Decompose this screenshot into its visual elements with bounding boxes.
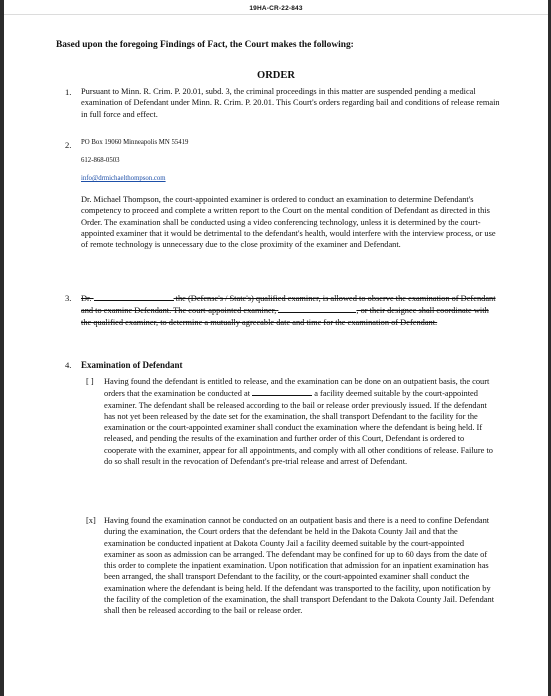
- examiner-email-link[interactable]: info@drmichaelthompson.com: [81, 175, 166, 182]
- item-3-text: [81, 292, 501, 328]
- examiner-address: PO Box 19060 Minneapolis MN 55419: [81, 139, 189, 146]
- examiner-phone: 612-868-0503: [81, 157, 120, 164]
- option-a-text: [104, 376, 496, 467]
- examiner-name-blank: [278, 304, 356, 313]
- item-1-text: Pursuant to Minn. R. Crim. P. 20.01, subd. 3, the criminal proceedings in this matter are suspended pending a medical examination of Defendant under Minn. R. Crim. P. 20.01. This Court's orders regarding bail and conditions of release remain in full force and effect.: [81, 87, 500, 119]
- item-3-dr-label: Dr.: [81, 294, 92, 303]
- option-a-text-before: Having found the defendant is entitled to release, and the examination can be done on an outpatient basis, the court orders that the examination be conducted at: [104, 377, 490, 399]
- item-3-part-2: , or their designee shall coordinate with the qualified examiner, to determine a mutually agreeable date and time for the examination of Defendant.: [81, 306, 489, 327]
- case-number: 19HA-CR-22-843: [249, 5, 303, 12]
- item-2-text: Dr. Michael Thompson, the court-appointed examiner is ordered to conduct an examination to determine Defendant's competency to proceed and complete a written report to the Court on the mental condition of Defendant as directed in this Order. The examination shall be conducted using a video conferencing technology, unless it is determined by the court-appointed examiner that it would be detrimental to the defendant's health, would interfere with the interview process, or use of remote technology is unnecessary due to the close proximity of the examiner and Defendant.: [81, 195, 496, 250]
- item-4-number: 4.: [65, 360, 72, 370]
- option-a-text-a: a: [314, 389, 318, 399]
- item-3-part-1: the (Defense's / State's) qualified examiner, is allowed to observe the examination of Defendant and to examine Defendant. The court-appointed examiner,: [81, 294, 496, 316]
- document-page: [4, 0, 548, 696]
- header-divider: [4, 14, 548, 15]
- option-b-text: Having found the examination cannot be conducted on an outpatient basis and there is a need to confine Defendant during the examination, the Court orders that the defendant be held in the Dakota County Jail and that the examination be conducted inpatient at Dakota County Jail a facility deemed suitable by the court-appointed examiner as soon as admission can be arranged. The defendant may be confined for up to 60 days from the date of this order to complete the inpatient examination. Upon notification that admission for an inpatient examination has been arranged, the shall transport Defendant to the facility, or the court-appointed examiner shall conduct the examination where the defendant is being held. If the defendant was transported to the facility, upon notification by the facility of the completion of the examination, the shall transport Defendant to the Dakota County Jail. Defendant shall then be released according to the bail or release order.: [104, 516, 495, 616]
- order-title: ORDER: [257, 70, 295, 81]
- item-4-heading: Examination of Defendant: [81, 360, 183, 370]
- item-1-number: 1.: [65, 87, 72, 97]
- option-b-checkbox[interactable]: [x]: [86, 516, 96, 525]
- facility-blank: [252, 387, 312, 396]
- option-a-text-after: facility deemed suitable by the court-appointed examiner. The defendant shall be released according to the bail or release order previously issued. If the defendant has not yet been released by the date set for the examination, the shall transport Defendant to the facility for the examination or the court-appointed examiner shall conduct the examination where the defendant is being held. If released, and pending the results of the examination and further order of this Court, Defendant is ordered to cooperate with the examiner, appear for all appointments, and comply with all other conditions of release. Failure to do so shall result in the revocation of Defendant's pre-trial release and arrest of Defendant.: [104, 389, 493, 467]
- intro-heading: Based upon the foregoing Findings of Fact, the Court makes the following:: [56, 40, 354, 50]
- option-a-checkbox[interactable]: [ ]: [86, 377, 94, 386]
- item-2-number: 2.: [65, 140, 72, 150]
- observer-name-blank: [94, 292, 174, 301]
- item-3-number: 3.: [65, 293, 72, 303]
